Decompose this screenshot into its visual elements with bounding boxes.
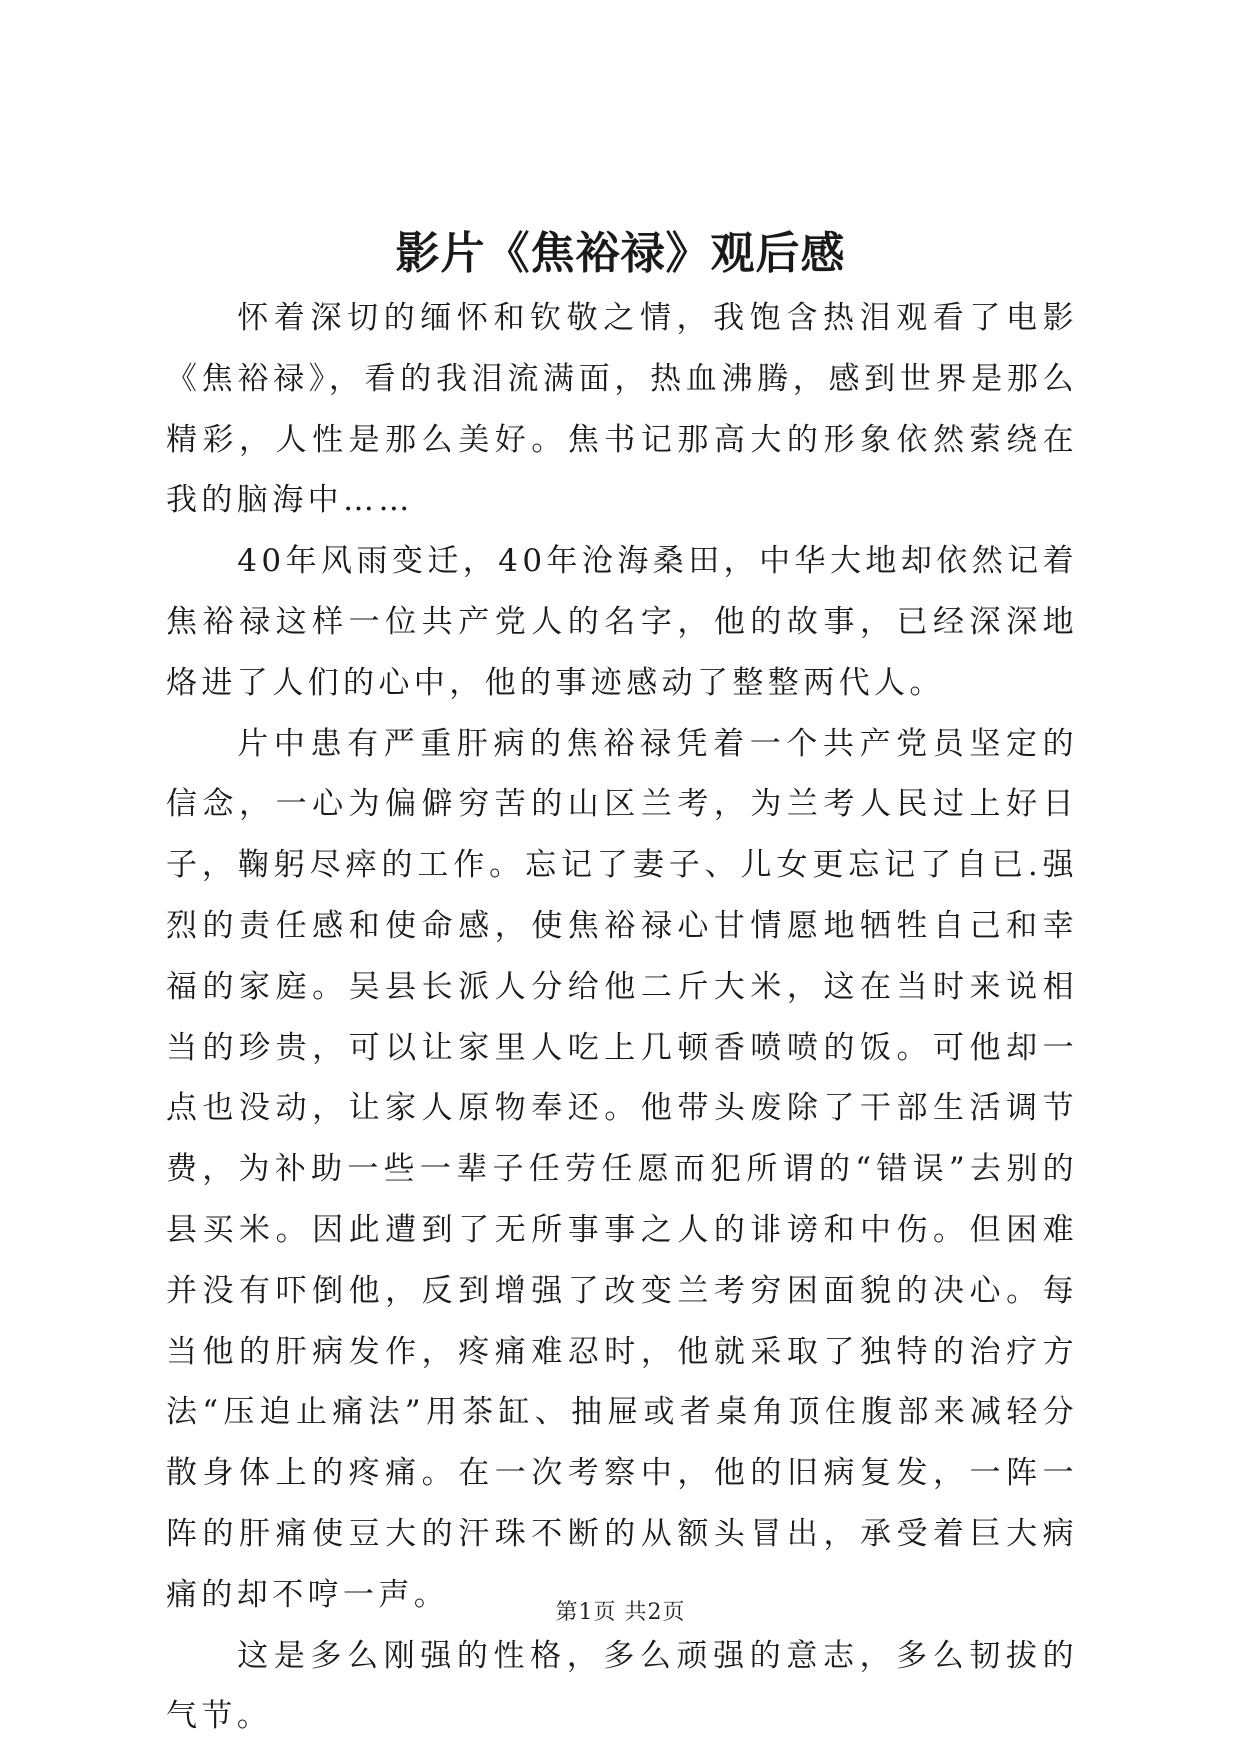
paragraph-3: 片中患有严重肝病的焦裕禄凭着一个共产党员坚定的信念，一心为偏僻穷苦的山区兰考，为兰考人民过上好日子，鞠躬尽瘁的工作。忘记了妻子、儿女更忘记了自已.强烈的责任感和使命感，使焦裕禄心甘情愿地牺牲自己和幸福的家庭。吴县长派人分给他二斤大米，这在当时来说相当的珍贵，可以让家里人吃上几顿香喷喷的饭。可他却一点也没动，让家人原物奉还。他带头废除了干部生活调节费，为补助一些一辈子任劳任愿而犯所谓的“错误”去别的县买米。因此遭到了无所事事之人的诽谤和中伤。但困难并没有吓倒他，反到增强了改变兰考穷困面貌的决心。每当他的肝病发作，疼痛难忍时，他就采取了独特的治疗方法“压迫止痛法”用茶缸、抽屉或者桌角顶住腹部来减轻分散身体上的疼痛。在一次考察中，他的旧病复发，一阵一阵的肝痛使豆大的汗珠不断的从额头冒出，承受着巨大病痛的却不哼一声。: [166, 725, 1078, 1613]
paragraph-1: 怀着深切的缅怀和钦敬之情，我饱含热泪观看了电影《焦裕禄》，看的我泪流满面，热血沸腾，感到世界是那么精彩，人性是那么美好。焦书记那高大的形象依然萦绕在我的脑海中……: [166, 300, 1078, 519]
page-footer: 第1页 共2页: [555, 1600, 686, 1625]
document-body: [166, 288, 1078, 1747]
document-title: 影片《焦裕禄》观后感: [395, 228, 846, 279]
paragraph-2: 40年风雨变迁，40年沧海桑田，中华大地却依然记着焦裕禄这样一位共产党人的名字，他的故事，已经深深地烙进了人们的心中，他的事迹感动了整整两代人。: [166, 543, 1078, 701]
paragraph-4: 这是多么刚强的性格，多么顽强的意志，多么韧拔的气节。: [166, 1637, 1078, 1735]
